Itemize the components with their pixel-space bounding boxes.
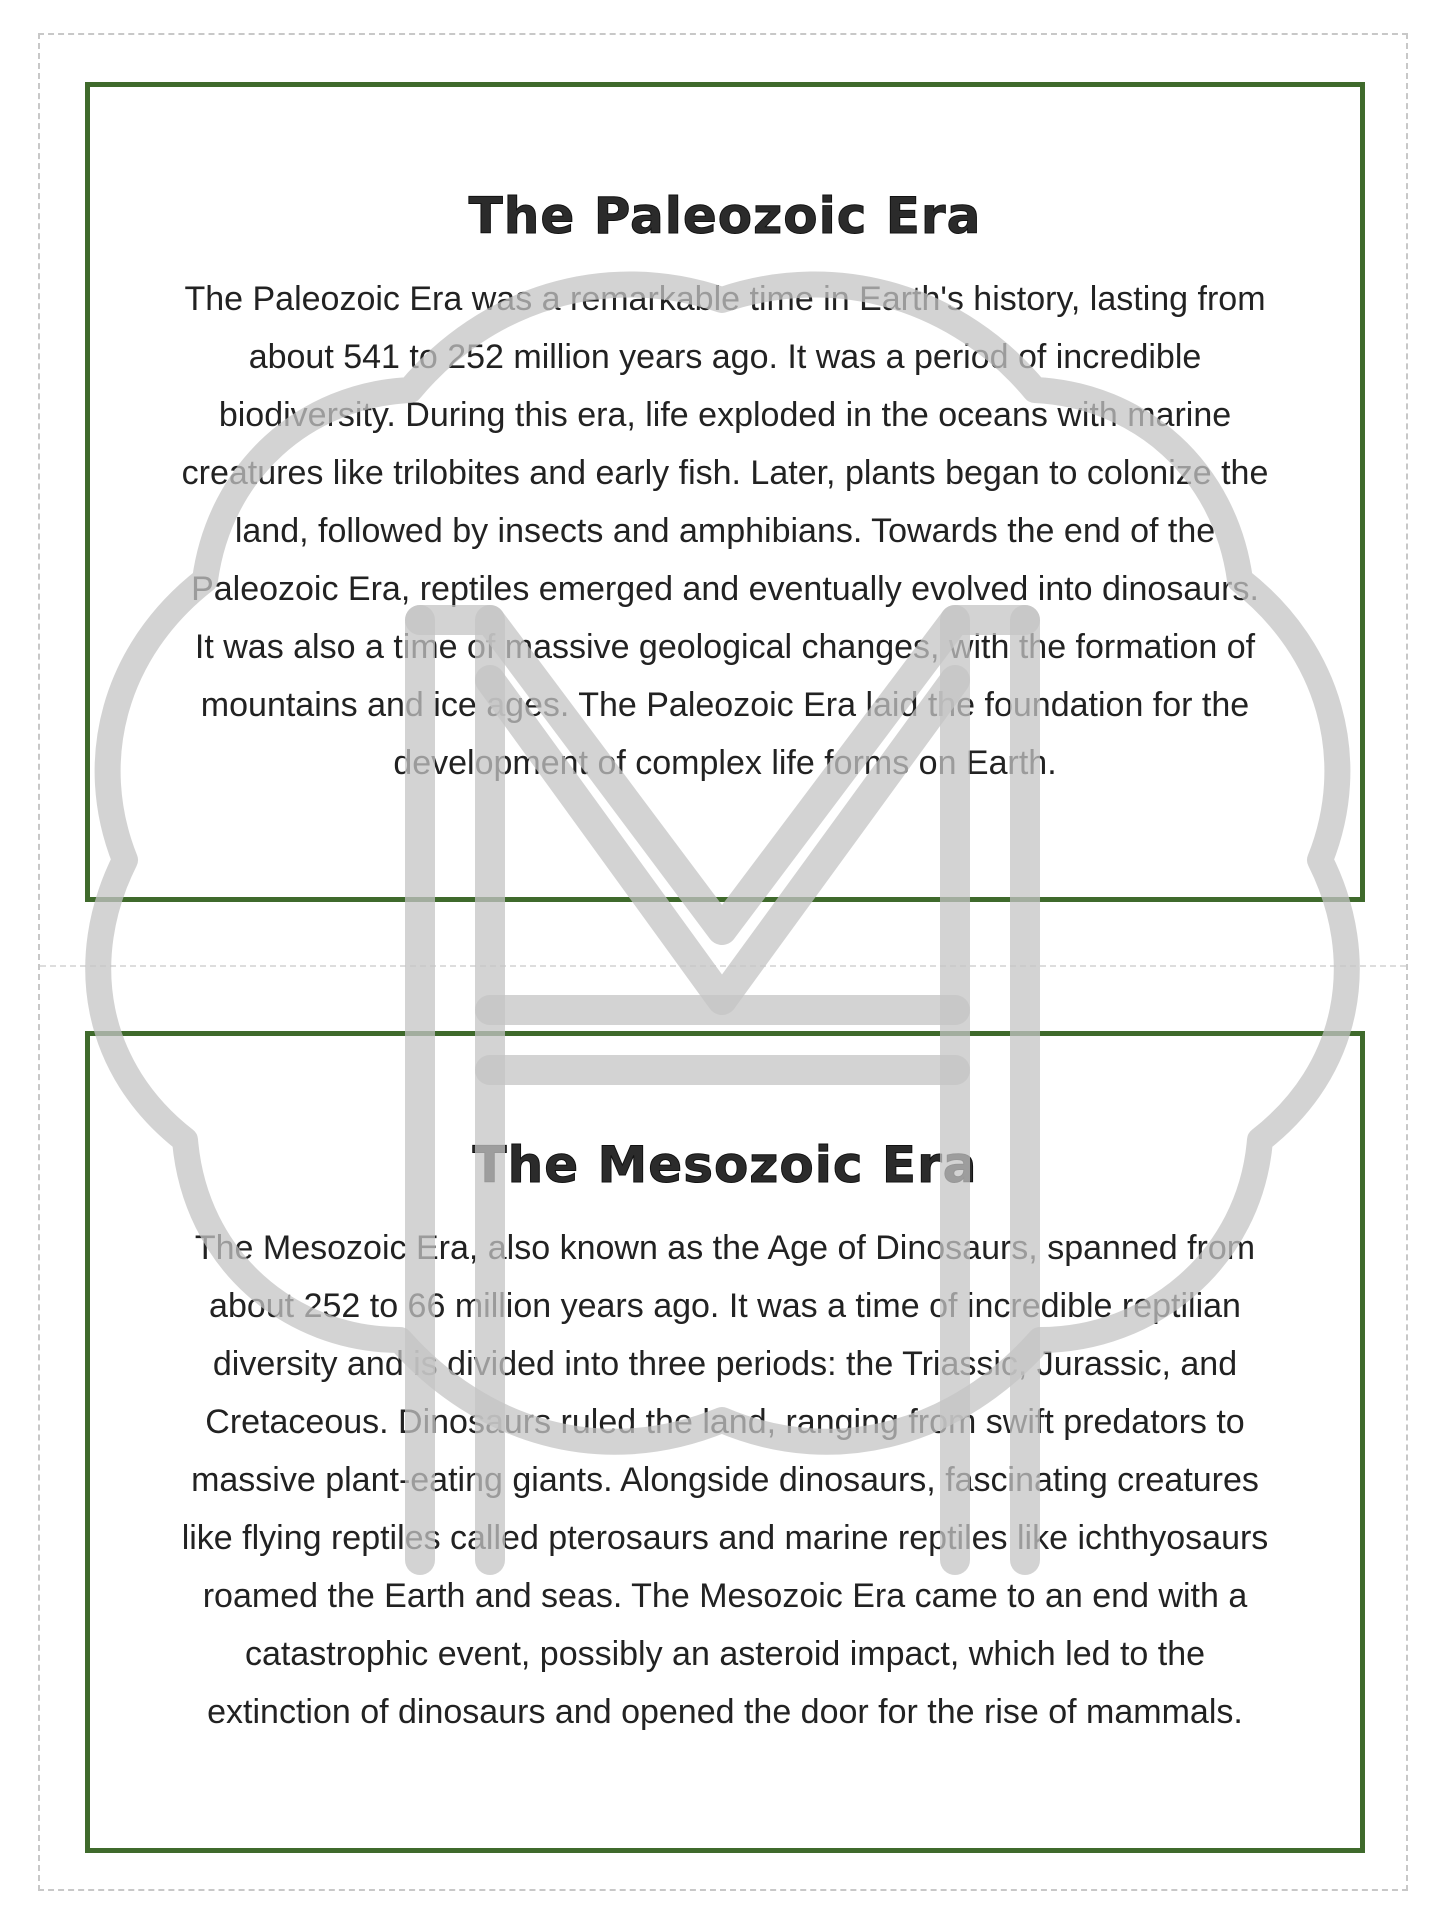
mesozoic-line: extinction of dinosaurs and opened the door for the rise of mammals. [207, 1693, 1243, 1731]
mesozoic-line: The Mesozoic Era, also known as the Age of Dinosaurs, spanned from [194, 1229, 1256, 1267]
mesozoic-line: roamed the Earth and seas. The Mesozoic Era came to an end with a [202, 1577, 1248, 1615]
paleozoic-line: development of complex life forms on Earth. [393, 744, 1057, 782]
paleozoic-line: land, followed by insects and amphibians. Towards the end of the [234, 512, 1216, 550]
paleozoic-line: The Paleozoic Era was a remarkable time in Earth's history, lasting from [184, 280, 1266, 318]
paleozoic-line: Paleozoic Era, reptiles emerged and eventually evolved into dinosaurs. [191, 570, 1259, 608]
mesozoic-line: diversity and is divided into three periods: the Triassic, Jurassic, and [212, 1345, 1238, 1383]
paleozoic-title: The Paleozoic Era [468, 187, 982, 245]
paleozoic-line: creatures like trilobites and early fish. Later, plants began to colonize the [181, 454, 1269, 492]
paleozoic-line: It was also a time of massive geological changes, with the formation of [194, 628, 1256, 666]
mesozoic-card [85, 1031, 1365, 1853]
mesozoic-line: massive plant-eating giants. Alongside dinosaurs, fascinating creatures [191, 1461, 1259, 1499]
paleozoic-card [85, 82, 1365, 902]
mesozoic-body [135, 1219, 1315, 1741]
cut-line-divider [40, 965, 1406, 967]
paleozoic-body [135, 270, 1315, 792]
paleozoic-line: biodiversity. During this era, life exploded in the oceans with marine [218, 396, 1232, 434]
mesozoic-line: like flying reptiles called pterosaurs and marine reptiles like ichthyosaurs [181, 1519, 1269, 1557]
paleozoic-line: about 541 to 252 million years ago. It was a period of incredible [248, 338, 1202, 376]
paleozoic-line: mountains and ice ages. The Paleozoic Era laid the foundation for the [200, 686, 1250, 724]
mesozoic-line: about 252 to 66 million years ago. It was a time of incredible reptilian [209, 1287, 1241, 1325]
mesozoic-line: catastrophic event, possibly an asteroid impact, which led to the [244, 1635, 1206, 1673]
mesozoic-line: Cretaceous. Dinosaurs ruled the land, ranging from swift predators to [205, 1403, 1245, 1441]
mesozoic-title: The Mesozoic Era [472, 1136, 978, 1194]
